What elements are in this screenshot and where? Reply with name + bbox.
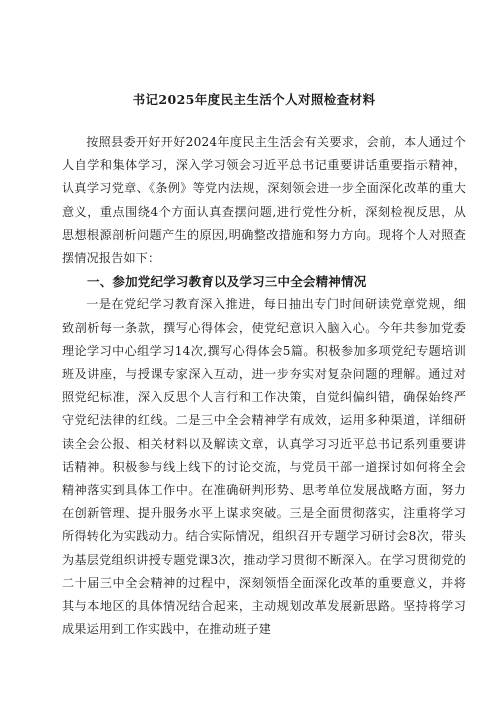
intro-paragraph: 按照县委开好开好2024年度民主生活会有关要求，会前，本人通过个人自学和集体学习，深入学习领会习近平总书记重要讲话重要指示精神，认真学习党章、《条例》等党内法规，深刻领会进一步全面深化改革的重大意义，重点围绕4个方面认真查摆问题,进行党性分析，深刻检视反思，从思想根源剖析问题产生的原因,明确整改措施和努力方向。现将个人对照查摆情况报告如下： xyxy=(62,135,466,266)
section-1-heading: 一、参加党纪学习教育以及学习三中全会精神情况 xyxy=(87,274,367,290)
section-1-body: 一是在党纪学习教育深入推进，每日抽出专门时间研读党章党规，细致剖析每一条款，撰写心得体会，使党纪意识入脑入心。今年共参加党委理论学习中心组学习14次,撰写心得体会5篇。积极参加多项党纪专题培训班及讲座，与授课专家深入互动，进一步夯实对复杂问题的理解。通过对照党纪标准，深入反思个人言行和工作决策，自觉纠偏纠错，确保始终严守党纪法律的红线。二是三中全会精神学有成效，运用多种渠道，详细研读全会公报、相关材料以及解读文章，认真学习习近平总书记系列重要讲话精神。积极参与线上线下的讨论交流，与党员干部一道探讨如何将全会精神落实到具体工作中。在准确研判形势、思考单位发展战略方面，努力在创新管理、提升服务水平上谋求突破。三是全面贯彻落实，注重将学习所得转化为实践动力。结合实际情况，组织召开专题学习研讨会8次，带头为基层党组织讲授专题党课3次，推动学习贯彻不断深入。在学习贯彻党的二十届三中全会精神的过程中，深刻领悟全面深化改革的重要意义，并将其与本地区的具体情况结合起来，主动规划改革发展新思路。坚持将学习成果运用到工作实践中，在推动班子建 xyxy=(62,297,466,637)
document-title: 书记2025年度民主生活个人对照检查材料 xyxy=(132,92,376,107)
